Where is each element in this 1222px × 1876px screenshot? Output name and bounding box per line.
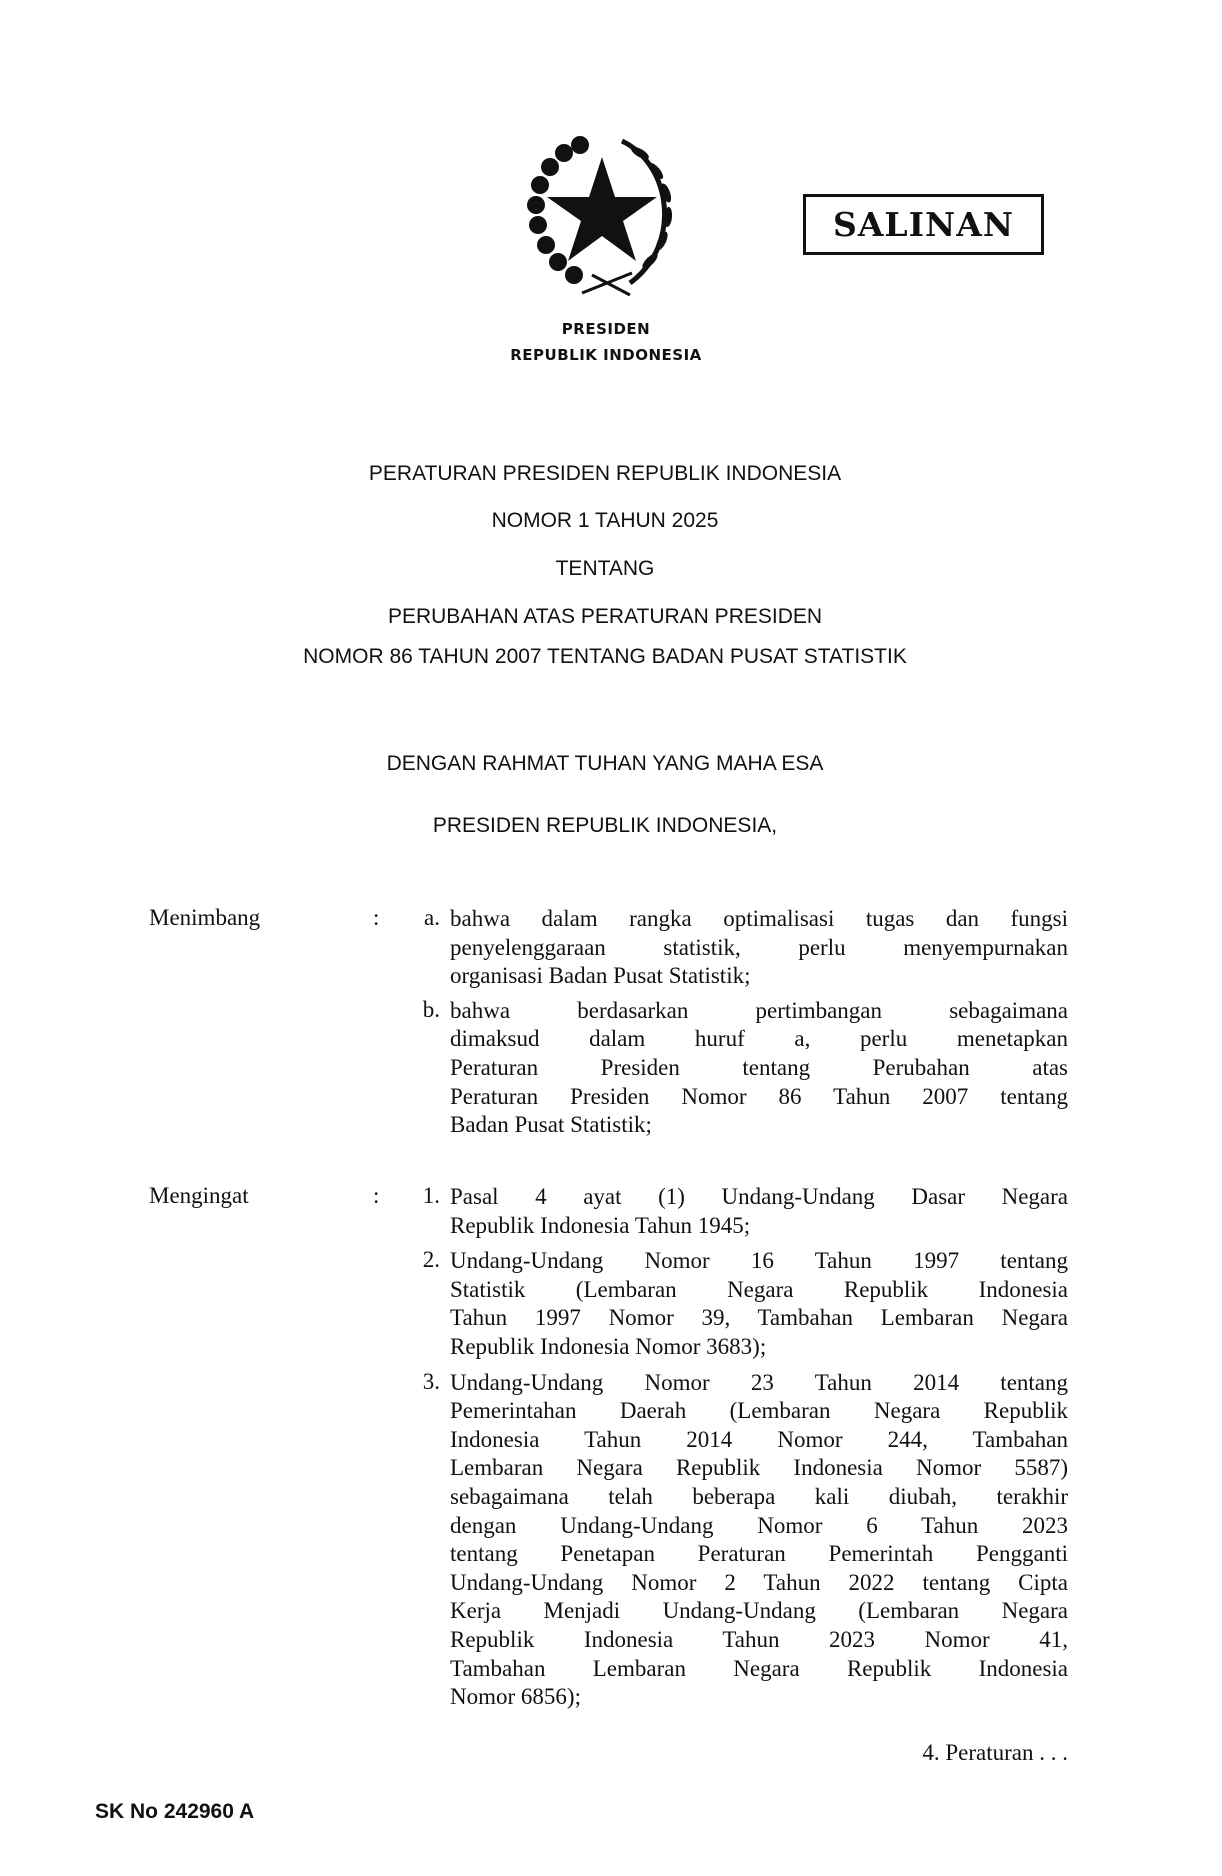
mengingat-item-line: Pasal 4 ayat (1) Undang-Undang Dasar Negara [450, 1184, 1068, 1209]
menimbang-item-line: dimaksud dalam huruf a, perlu menetapkan [450, 1026, 1068, 1052]
menimbang-item-marker: b. [422, 996, 440, 1022]
mengingat-item [450, 1183, 1068, 1240]
title-subject-1: PERUBAHAN ATAS PERATURAN PRESIDEN [387, 605, 823, 628]
garuda-presidential-emblem-icon [522, 135, 682, 297]
menimbang-item-line: Badan Pusat Statistik; [450, 1112, 652, 1138]
mengingat-item-line: Republik Indonesia Nomor 3683); [450, 1333, 767, 1359]
emblem-caption-president: PRESIDEN [561, 320, 651, 338]
menimbang-label: Menimbang [149, 905, 261, 930]
mengingat-item-marker: 1. [422, 1183, 440, 1208]
mengingat-item-line: Republik Indonesia Tahun 1945; [450, 1212, 751, 1238]
title-number: NOMOR 1 TAHUN 2025 [491, 509, 719, 532]
mengingat-colon: : [373, 1183, 380, 1208]
next-page-catchword: 4. Peraturan . . . [922, 1740, 1068, 1765]
sk-number: SK No 242960 A [95, 1800, 255, 1823]
salinan-stamp: SALINAN [803, 194, 1044, 255]
mengingat-item-line: tentang Penetapan Peraturan Pemerintah Pengganti [450, 1541, 1068, 1567]
mengingat-item-line: Republik Indonesia Tahun 2023 Nomor 41, [450, 1626, 1068, 1652]
menimbang-item-line: Peraturan Presiden tentang Perubahan atas [450, 1054, 1068, 1080]
mengingat-item-line: Statistik (Lembaran Negara Republik Indonesia [450, 1276, 1068, 1302]
mengingat-item-line: Kerja Menjadi Undang-Undang (Lembaran Negara [450, 1598, 1068, 1624]
menimbang-item-line: penyelenggaraan statistik, perlu menyempurnakan [450, 934, 1068, 960]
mengingat-label: Mengingat [149, 1183, 249, 1208]
mengingat-item-line: Tambahan Lembaran Negara Republik Indonesia [450, 1655, 1068, 1681]
mengingat-item [450, 1247, 1068, 1361]
title-subject-2: NOMOR 86 TAHUN 2007 TENTANG BADAN PUSAT STATISTIK [303, 645, 907, 668]
menimbang-item-marker: a. [424, 905, 440, 930]
mengingat-item-line: sebagaimana telah beberapa kali diubah, terakhir [450, 1483, 1068, 1509]
mengingat-item-line: dengan Undang-Undang Nomor 6 Tahun 2023 [450, 1512, 1068, 1538]
menimbang-item-line: bahwa dalam rangka optimalisasi tugas dan fungsi [450, 906, 1068, 931]
menimbang-item-line: bahwa berdasarkan pertimbangan sebagaimana [450, 997, 1068, 1023]
mengingat-item [450, 1369, 1068, 1712]
mengingat-item-line: Pemerintahan Daerah (Lembaran Negara Republik [450, 1398, 1068, 1424]
mengingat-item-line: Indonesia Tahun 2014 Nomor 244, Tambahan [450, 1426, 1068, 1452]
preamble-president: PRESIDEN REPUBLIK INDONESIA, [432, 814, 778, 837]
mengingat-item-line: Undang-Undang Nomor 2 Tahun 2022 tentang Cipta [450, 1569, 1068, 1595]
mengingat-item-line: Nomor 6856); [450, 1684, 581, 1710]
preamble-rahmat: DENGAN RAHMAT TUHAN YANG MAHA ESA [386, 752, 824, 775]
menimbang-colon: : [373, 905, 380, 930]
mengingat-item-line: Undang-Undang Nomor 16 Tahun 1997 tentang [450, 1248, 1068, 1274]
mengingat-item-marker: 3. [422, 1368, 440, 1394]
menimbang-item-line: organisasi Badan Pusat Statistik; [450, 963, 751, 989]
mengingat-item-marker: 2. [422, 1247, 440, 1273]
mengingat-item-line: Undang-Undang Nomor 23 Tahun 2014 tentang [450, 1369, 1068, 1395]
mengingat-item-line: Lembaran Negara Republik Indonesia Nomor 5587) [450, 1455, 1068, 1481]
title-regulation: PERATURAN PRESIDEN REPUBLIK INDONESIA [368, 462, 842, 485]
emblem-caption-republic: REPUBLIK INDONESIA [510, 346, 702, 364]
menimbang-item-line: Peraturan Presiden Nomor 86 Tahun 2007 tentang [450, 1083, 1068, 1109]
title-tentang: TENTANG [555, 557, 655, 580]
menimbang-item [450, 905, 1068, 991]
menimbang-item [450, 997, 1068, 1140]
mengingat-item-line: Tahun 1997 Nomor 39, Tambahan Lembaran Negara [450, 1305, 1068, 1331]
